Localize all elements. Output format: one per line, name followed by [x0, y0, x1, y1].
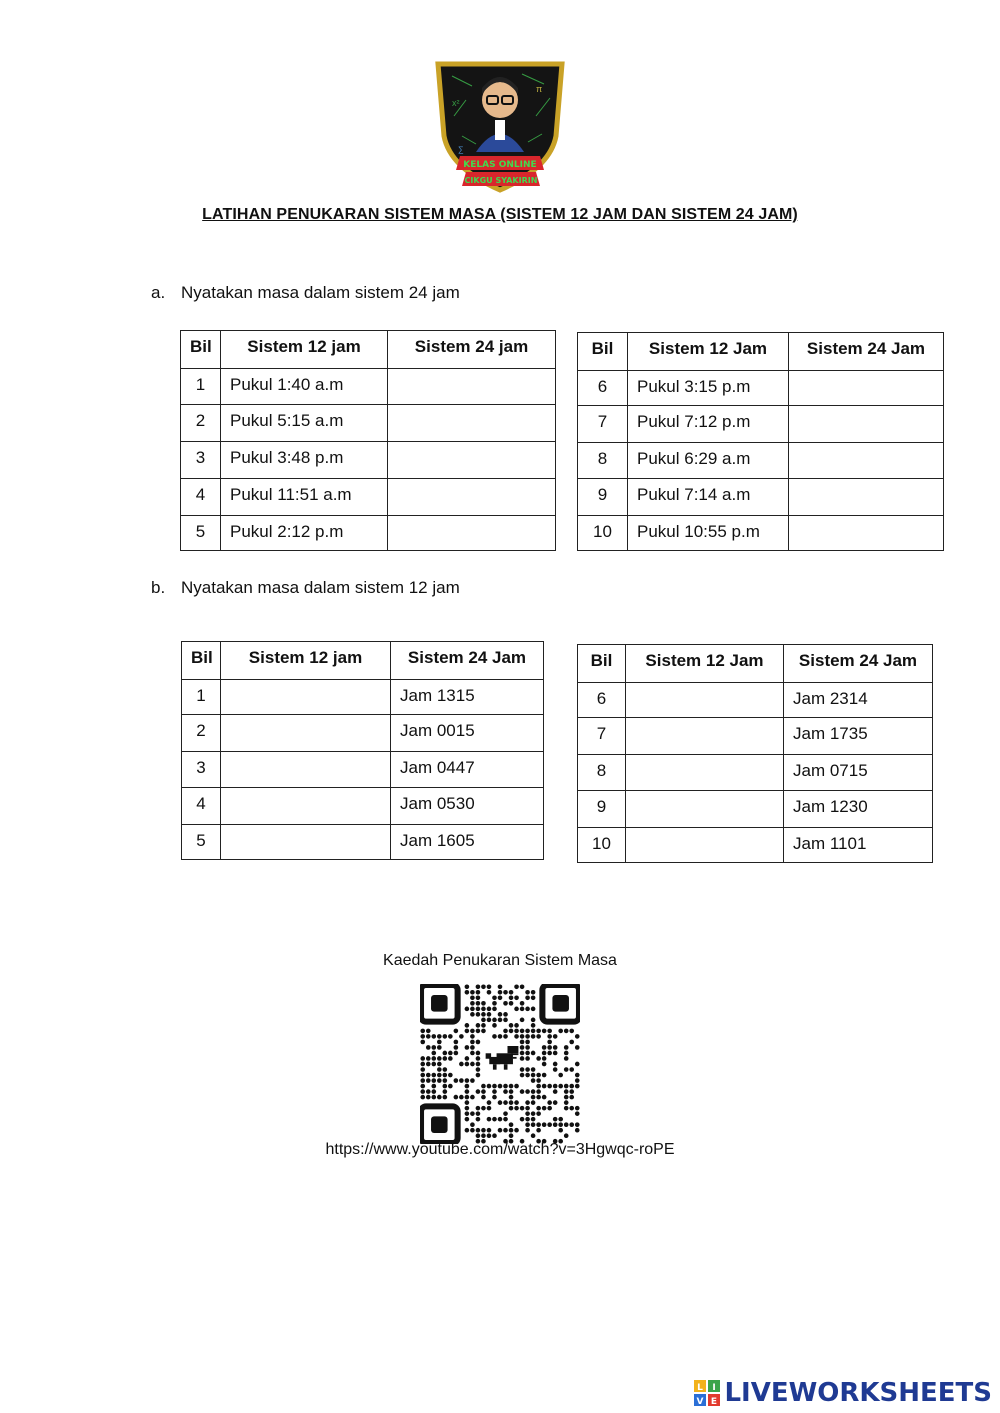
given-time-12h: Pukul 3:48 p.m	[221, 442, 388, 479]
answer-cell-24h[interactable]	[388, 405, 556, 442]
svg-text:π: π	[536, 84, 543, 94]
header-sistem-24: Sistem 24 Jam	[391, 642, 544, 680]
table-row	[181, 516, 556, 551]
class-logo-shield	[432, 56, 568, 194]
answer-cell-12h[interactable]	[221, 715, 391, 752]
header-sistem-12: Sistem 12 Jam	[626, 645, 784, 683]
section-a-text: Nyatakan masa dalam sistem 24 jam	[181, 283, 460, 302]
answer-cell-12h[interactable]	[221, 825, 391, 860]
table-row	[181, 369, 556, 405]
dinosaur-icon	[486, 1046, 519, 1070]
logo-text-line1: KELAS ONLINE	[463, 160, 537, 170]
given-time-12h: Pukul 2:12 p.m	[221, 516, 388, 551]
table-row	[182, 680, 544, 715]
table-row	[578, 791, 933, 828]
row-number: 5	[181, 516, 221, 551]
row-number: 8	[578, 755, 626, 791]
answer-cell-24h[interactable]	[388, 442, 556, 479]
header-sistem-12: Sistem 12 Jam	[628, 333, 789, 371]
row-number: 1	[181, 369, 221, 405]
table-row	[181, 405, 556, 442]
logo-letter-i: I	[712, 1383, 717, 1393]
table-row	[181, 479, 556, 516]
section-b-right-table	[577, 644, 933, 863]
row-number: 3	[181, 442, 221, 479]
row-number: 8	[578, 443, 628, 479]
given-time-24h: Jam 2314	[784, 683, 933, 718]
row-number: 5	[182, 825, 221, 860]
answer-cell-24h[interactable]	[388, 516, 556, 551]
answer-cell-24h[interactable]	[789, 479, 944, 516]
table-row	[578, 828, 933, 863]
section-b-instruction	[151, 578, 460, 598]
row-number: 9	[578, 479, 628, 516]
liveworksheets-brand[interactable]	[694, 1376, 992, 1410]
liveworksheets-wordmark: LIVEWORKSHEETS	[724, 1378, 992, 1408]
header-bil: Bil	[181, 331, 221, 369]
table-row	[182, 825, 544, 860]
answer-cell-24h[interactable]	[789, 406, 944, 443]
row-number: 10	[578, 828, 626, 863]
given-time-12h: Pukul 10:55 p.m	[628, 516, 789, 551]
row-number: 2	[182, 715, 221, 752]
row-number: 4	[181, 479, 221, 516]
section-a-instruction	[151, 283, 460, 303]
given-time-24h: Jam 0530	[391, 788, 544, 825]
answer-cell-24h[interactable]	[388, 479, 556, 516]
given-time-24h: Jam 1315	[391, 680, 544, 715]
section-a-left-table	[180, 330, 556, 551]
table-row	[578, 718, 933, 755]
header-sistem-24: Sistem 24 Jam	[789, 333, 944, 371]
row-number: 10	[578, 516, 628, 551]
section-b-left-table	[181, 641, 544, 860]
given-time-12h: Pukul 6:29 a.m	[628, 443, 789, 479]
header-bil: Bil	[578, 645, 626, 683]
worksheet-title: LATIHAN PENUKARAN SISTEM MASA (SISTEM 12 JAM DAN SISTEM 24 JAM)	[202, 206, 798, 223]
given-time-12h: Pukul 11:51 a.m	[221, 479, 388, 516]
qr-code[interactable]	[420, 984, 580, 1144]
table-row	[182, 788, 544, 825]
answer-cell-24h[interactable]	[388, 369, 556, 405]
table-row	[578, 406, 944, 443]
answer-cell-12h[interactable]	[626, 828, 784, 863]
given-time-24h: Jam 1230	[784, 791, 933, 828]
row-number: 2	[181, 405, 221, 442]
row-number: 1	[182, 680, 221, 715]
answer-cell-12h[interactable]	[626, 718, 784, 755]
section-b-text: Nyatakan masa dalam sistem 12 jam	[181, 578, 460, 597]
logo-text-line2: CIKGU SYAKIRIN	[464, 176, 538, 185]
header-bil: Bil	[578, 333, 628, 371]
given-time-24h: Jam 0447	[391, 752, 544, 788]
table-row	[182, 752, 544, 788]
table-row	[578, 516, 944, 551]
answer-cell-12h[interactable]	[626, 683, 784, 718]
given-time-24h: Jam 0015	[391, 715, 544, 752]
row-number: 6	[578, 683, 626, 718]
given-time-24h: Jam 1101	[784, 828, 933, 863]
logo-letter-e: E	[711, 1397, 718, 1406]
answer-cell-12h[interactable]	[626, 755, 784, 791]
header-sistem-24: Sistem 24 Jam	[784, 645, 933, 683]
answer-cell-24h[interactable]	[789, 443, 944, 479]
header-sistem-12: Sistem 12 jam	[221, 331, 388, 369]
section-a-marker: a.	[151, 283, 166, 302]
answer-cell-12h[interactable]	[221, 680, 391, 715]
table-row	[578, 443, 944, 479]
given-time-12h: Pukul 5:15 a.m	[221, 405, 388, 442]
row-number: 4	[182, 788, 221, 825]
table-row	[578, 755, 933, 791]
table-row	[578, 683, 933, 718]
section-b-marker: b.	[151, 578, 166, 597]
header-sistem-12: Sistem 12 jam	[221, 642, 391, 680]
table-row	[182, 715, 544, 752]
given-time-24h: Jam 1605	[391, 825, 544, 860]
answer-cell-12h[interactable]	[221, 788, 391, 825]
given-time-12h: Pukul 3:15 p.m	[628, 371, 789, 406]
row-number: 3	[182, 752, 221, 788]
answer-cell-24h[interactable]	[789, 516, 944, 551]
table-row	[578, 479, 944, 516]
table-row	[578, 371, 944, 406]
logo-letter-v: V	[696, 1397, 704, 1406]
section-a-right-table	[577, 332, 944, 551]
given-time-24h: Jam 1735	[784, 718, 933, 755]
svg-text:x²: x²	[452, 98, 460, 108]
answer-cell-12h[interactable]	[626, 791, 784, 828]
logo-letter-l: L	[697, 1383, 704, 1393]
answer-cell-24h[interactable]	[789, 371, 944, 406]
table-row	[181, 442, 556, 479]
liveworksheets-logo-icon	[694, 1380, 720, 1406]
video-link[interactable]: https://www.youtube.com/watch?v=3Hgwqc-roPE	[325, 1141, 675, 1158]
answer-cell-12h[interactable]	[221, 752, 391, 788]
qr-caption: Kaedah Penukaran Sistem Masa	[383, 952, 617, 969]
given-time-12h: Pukul 7:12 p.m	[628, 406, 789, 443]
row-number: 9	[578, 791, 626, 828]
svg-text:∑: ∑	[458, 145, 464, 154]
header-bil: Bil	[182, 642, 221, 680]
given-time-12h: Pukul 7:14 a.m	[628, 479, 789, 516]
row-number: 7	[578, 718, 626, 755]
given-time-24h: Jam 0715	[784, 755, 933, 791]
row-number: 7	[578, 406, 628, 443]
row-number: 6	[578, 371, 628, 406]
header-sistem-24: Sistem 24 jam	[388, 331, 556, 369]
given-time-12h: Pukul 1:40 a.m	[221, 369, 388, 405]
